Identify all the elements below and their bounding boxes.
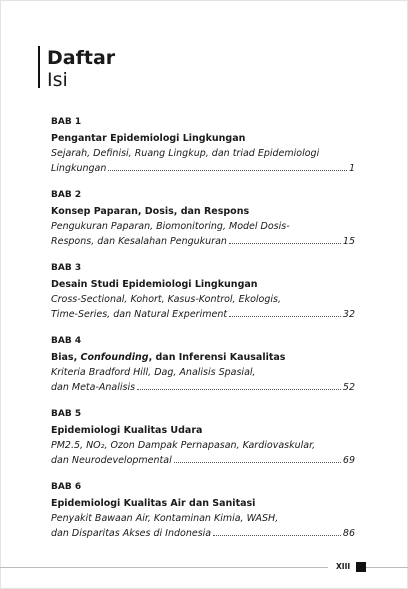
chapter-summary: Cross-Sectional, Kohort, Kasus-Kontrol, Ekologis, [51,294,281,305]
dot-leader [213,534,341,536]
chapter-summary-end: Respons, dan Kesalahan Pengukuran [51,236,227,247]
dot-leader [174,461,341,463]
chapter-page-number: 15 [342,236,355,247]
chapter-number: BAB 5 [51,409,82,419]
chapter-summary: Pengukuran Paparan, Biomonitoring, Model Dosis- [51,221,290,232]
page-title: Daftar [47,47,116,69]
chapter-title-part: Bias, [51,352,81,363]
footer-rule-right [366,567,408,568]
toc-entry-bab-5[interactable] [51,408,355,481]
toc-entry-bab-4[interactable] [51,335,355,408]
chapter-summary: PM2.5, NO₂, Ozon Dampak Pernapasan, Kardiovaskular, [51,440,316,451]
chapter-summary-end: Lingkungan [51,163,107,174]
folio-marker [356,562,366,572]
toc-entry-bab-6[interactable] [51,481,355,554]
dot-leader [229,315,341,317]
chapter-number: BAB 1 [51,117,82,127]
chapter-number: BAB 3 [51,263,82,273]
chapter-summary-line [51,380,355,396]
chapter-title: Epidemiologi Kualitas Udara [51,425,203,436]
title-accent-bar [38,46,40,88]
chapter-summary: Kriteria Bradford Hill, Dag, Analisis Spasial, [51,367,256,378]
toc-entry-bab-2[interactable] [51,189,355,262]
chapter-summary-line [51,161,355,177]
chapter-title: Pengantar Epidemiologi Lingkungan [51,133,246,144]
chapter-summary-end: dan Meta-Analisis [51,382,136,393]
chapter-summary: Sejarah, Definisi, Ruang Lingkup, dan triad Epidemiologi [51,148,320,159]
chapter-number: BAB 2 [51,190,82,200]
dot-leader [137,388,341,390]
chapter-title: Epidemiologi Kualitas Air dan Sanitasi [51,498,256,509]
chapter-page-number: 52 [342,382,355,393]
dot-leader [229,242,341,244]
chapter-summary-line [51,234,355,250]
folio-page-number: XIII [336,562,351,571]
table-of-contents [51,116,355,554]
chapter-title-part: , dan Inferensi Kausalitas [148,352,286,363]
chapter-summary-line [51,526,355,542]
chapter-title: Desain Studi Epidemiologi Lingkungan [51,279,258,290]
dot-leader [108,169,347,171]
footer-rule [0,567,328,568]
chapter-title [51,350,355,365]
chapter-title-emphasis: Confounding [80,352,149,363]
chapter-page-number: 32 [342,309,355,320]
chapter-page-number: 86 [342,528,355,539]
chapter-number: BAB 6 [51,482,82,492]
chapter-summary-end: dan Neurodevelopmental [51,455,172,466]
chapter-page-number: 69 [342,455,355,466]
page-subtitle: Isi [47,69,68,91]
chapter-page-number: 1 [348,163,355,174]
toc-entry-bab-3[interactable] [51,262,355,335]
chapter-summary-line [51,453,355,469]
chapter-summary-end: dan Disparitas Akses di Indonesia [51,528,212,539]
chapter-summary-line [51,307,355,323]
toc-entry-bab-1[interactable] [51,116,355,189]
chapter-summary: Penyakit Bawaan Air, Kontaminan Kimia, WASH, [51,513,279,524]
chapter-title: Konsep Paparan, Dosis, dan Respons [51,206,250,217]
chapter-summary-end: Time-Series, dan Natural Experiment [51,309,228,320]
chapter-number: BAB 4 [51,336,82,346]
